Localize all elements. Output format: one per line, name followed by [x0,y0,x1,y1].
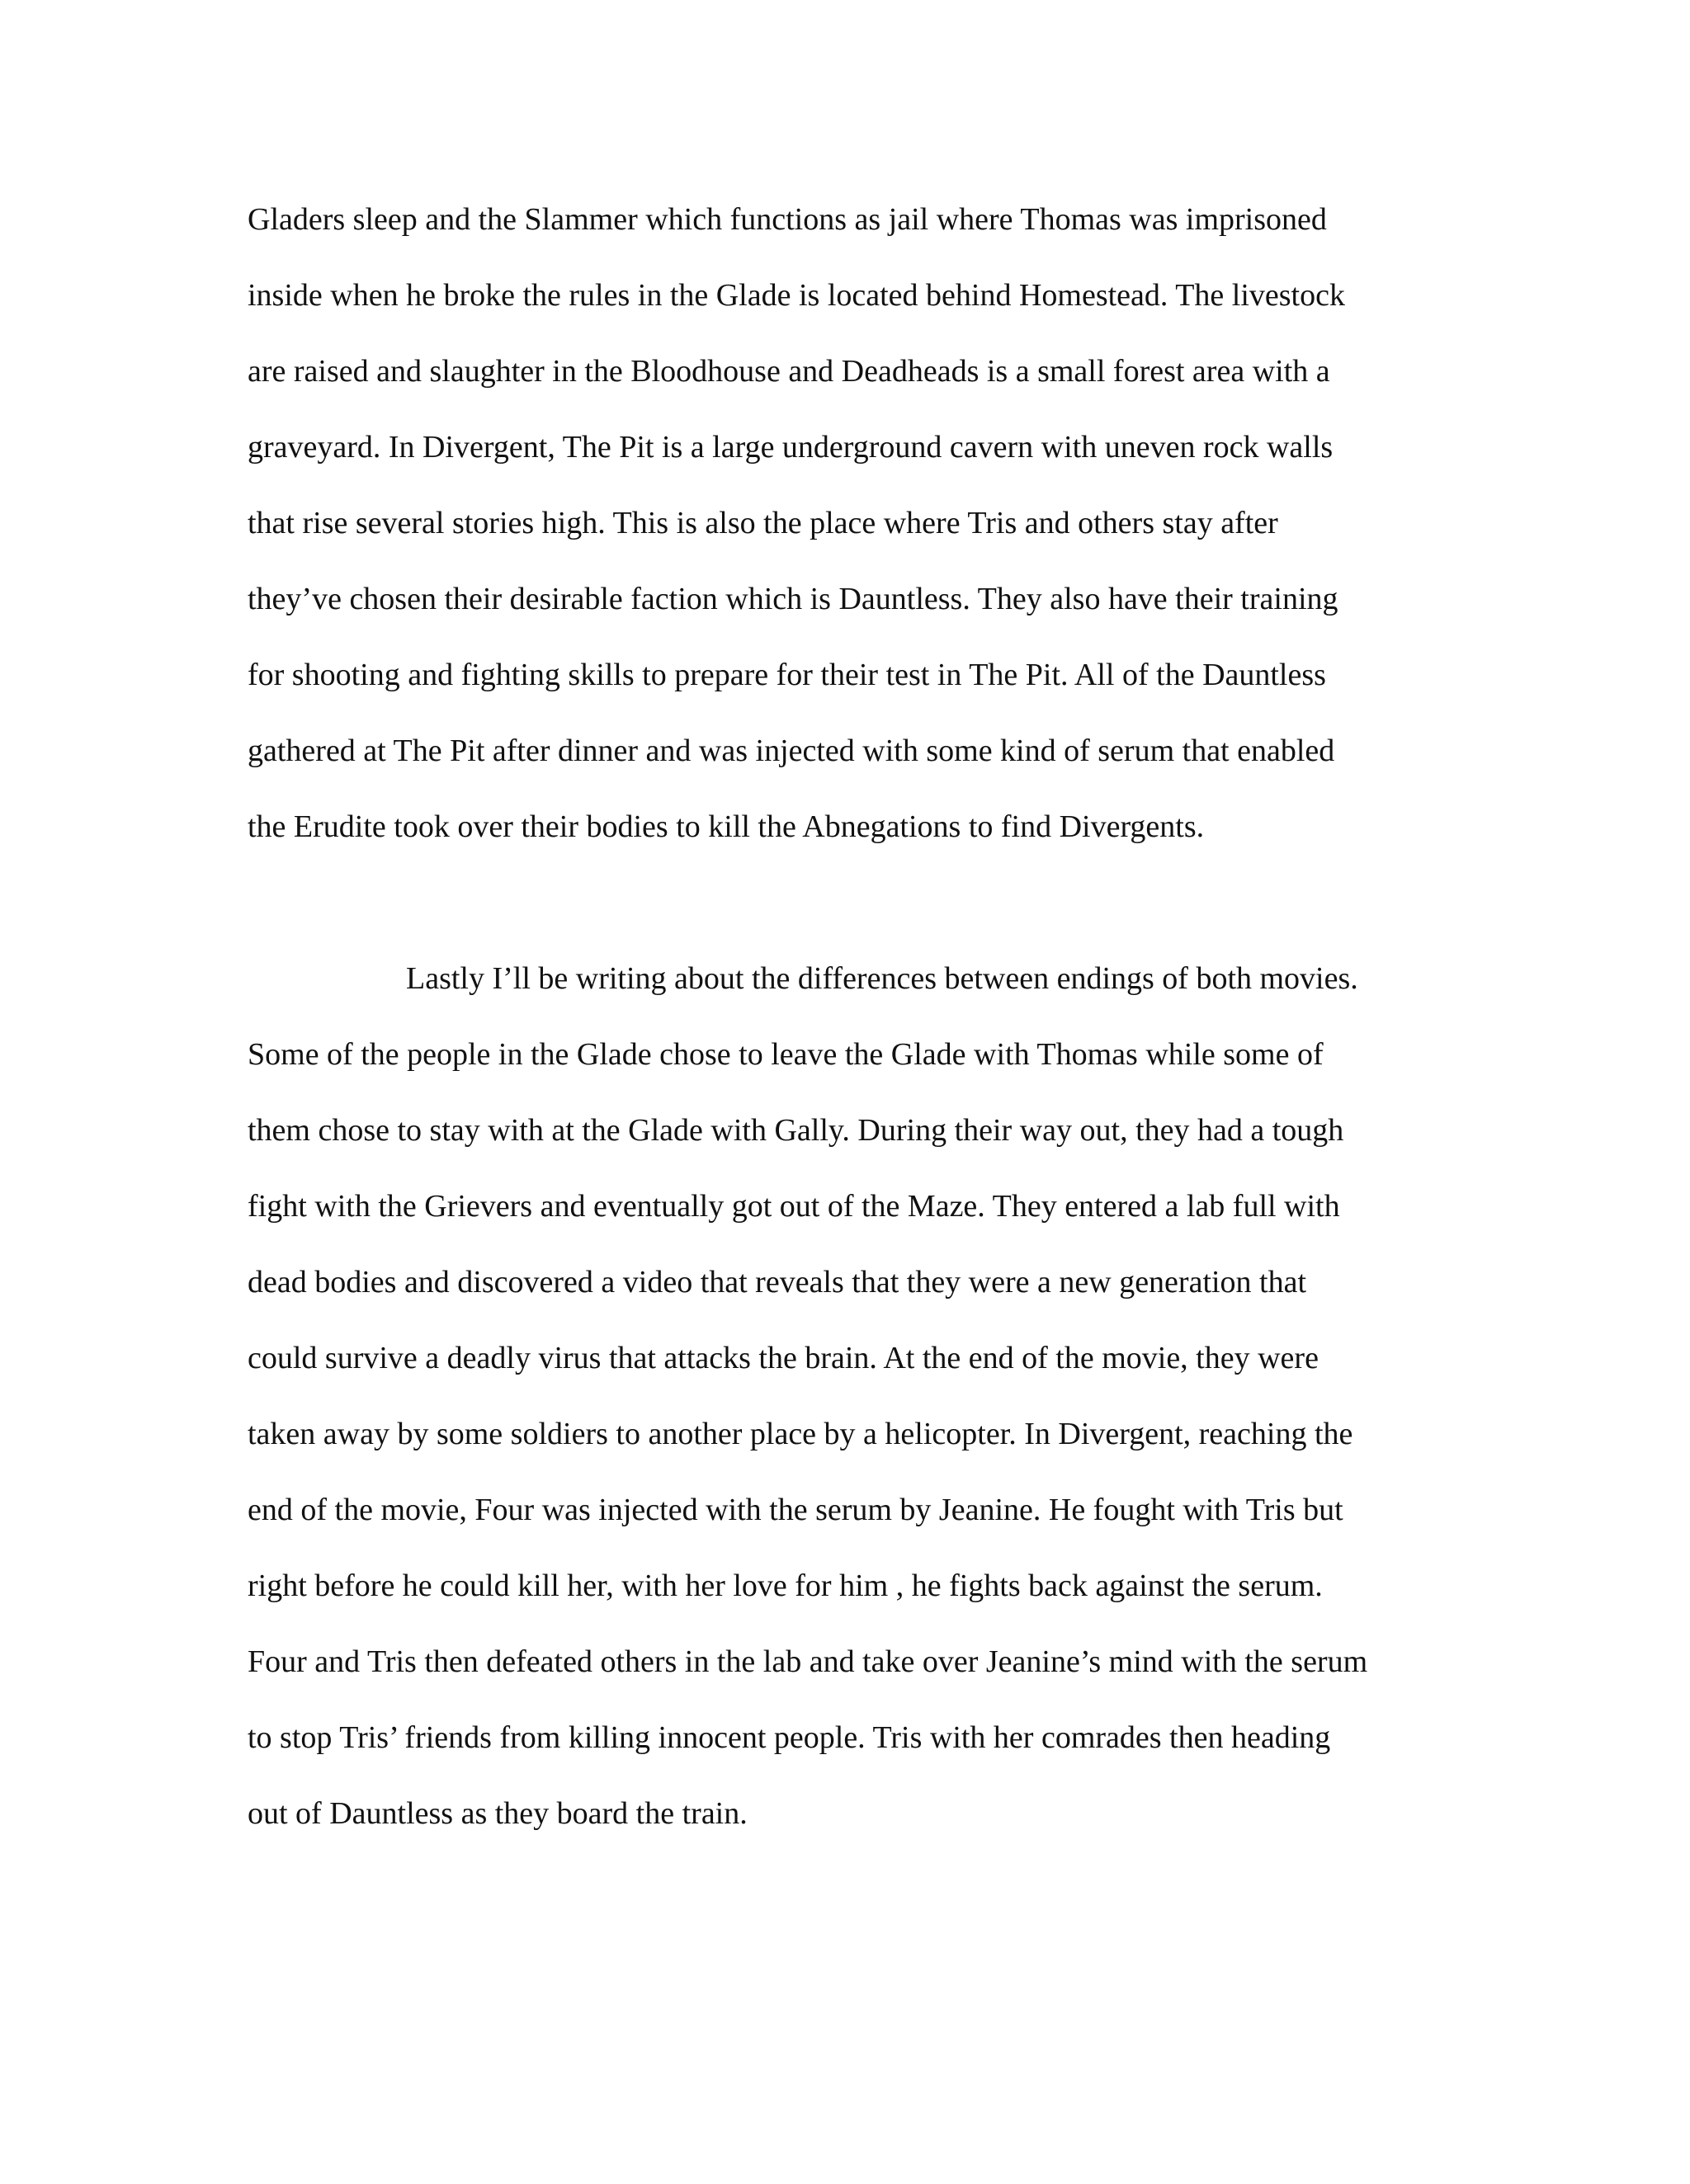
text-line: fight with the Grievers and eventually got out of the Maze. They entered a lab full with [248,1189,1340,1224]
text-line: Lastly I’ll be writing about the differences between endings of both movies. [406,961,1358,996]
text-line: right before he could kill her, with her love for him , he fights back against the serum. [248,1568,1323,1603]
text-line: them chose to stay with at the Glade with Gally. During their way out, they had a tough [248,1113,1344,1148]
text-line: graveyard. In Divergent, The Pit is a large underground cavern with uneven rock walls [248,430,1334,465]
text-line: Some of the people in the Glade chose to leave the Glade with Thomas while some of [248,1037,1324,1072]
text-line: end of the movie, Four was injected with the serum by Jeanine. He fought with Tris but [248,1493,1343,1527]
text-line: dead bodies and discovered a video that reveals that they were a new generation that [248,1265,1307,1300]
text-line: they’ve chosen their desirable faction which is Dauntless. They also have their training [248,582,1338,616]
text-line: that rise several stories high. This is also the place where Tris and others stay after [248,506,1278,540]
text-line: out of Dauntless as they board the train. [248,1796,748,1831]
text-line: are raised and slaughter in the Bloodhouse and Deadheads is a small forest area with a [248,354,1330,389]
text-line: inside when he broke the rules in the Glade is located behind Homestead. The livestock [248,278,1345,313]
text-line: Four and Tris then defeated others in the lab and take over Jeanine’s mind with the serum [248,1644,1368,1679]
text-line: for shooting and fighting skills to prepare for their test in The Pit. All of the Dauntless [248,658,1326,692]
text-line: Gladers sleep and the Slammer which functions as jail where Thomas was imprisoned [248,202,1327,237]
text-line: gathered at The Pit after dinner and was injected with some kind of serum that enabled [248,734,1335,768]
text-line: the Erudite took over their bodies to kill the Abnegations to find Divergents. [248,809,1205,844]
text-line: could survive a deadly virus that attacks the brain. At the end of the movie, they were [248,1341,1319,1375]
text-line: taken away by some soldiers to another place by a helicopter. In Divergent, reaching the [248,1417,1353,1451]
text-line: to stop Tris’ friends from killing innocent people. Tris with her comrades then heading [248,1720,1331,1755]
